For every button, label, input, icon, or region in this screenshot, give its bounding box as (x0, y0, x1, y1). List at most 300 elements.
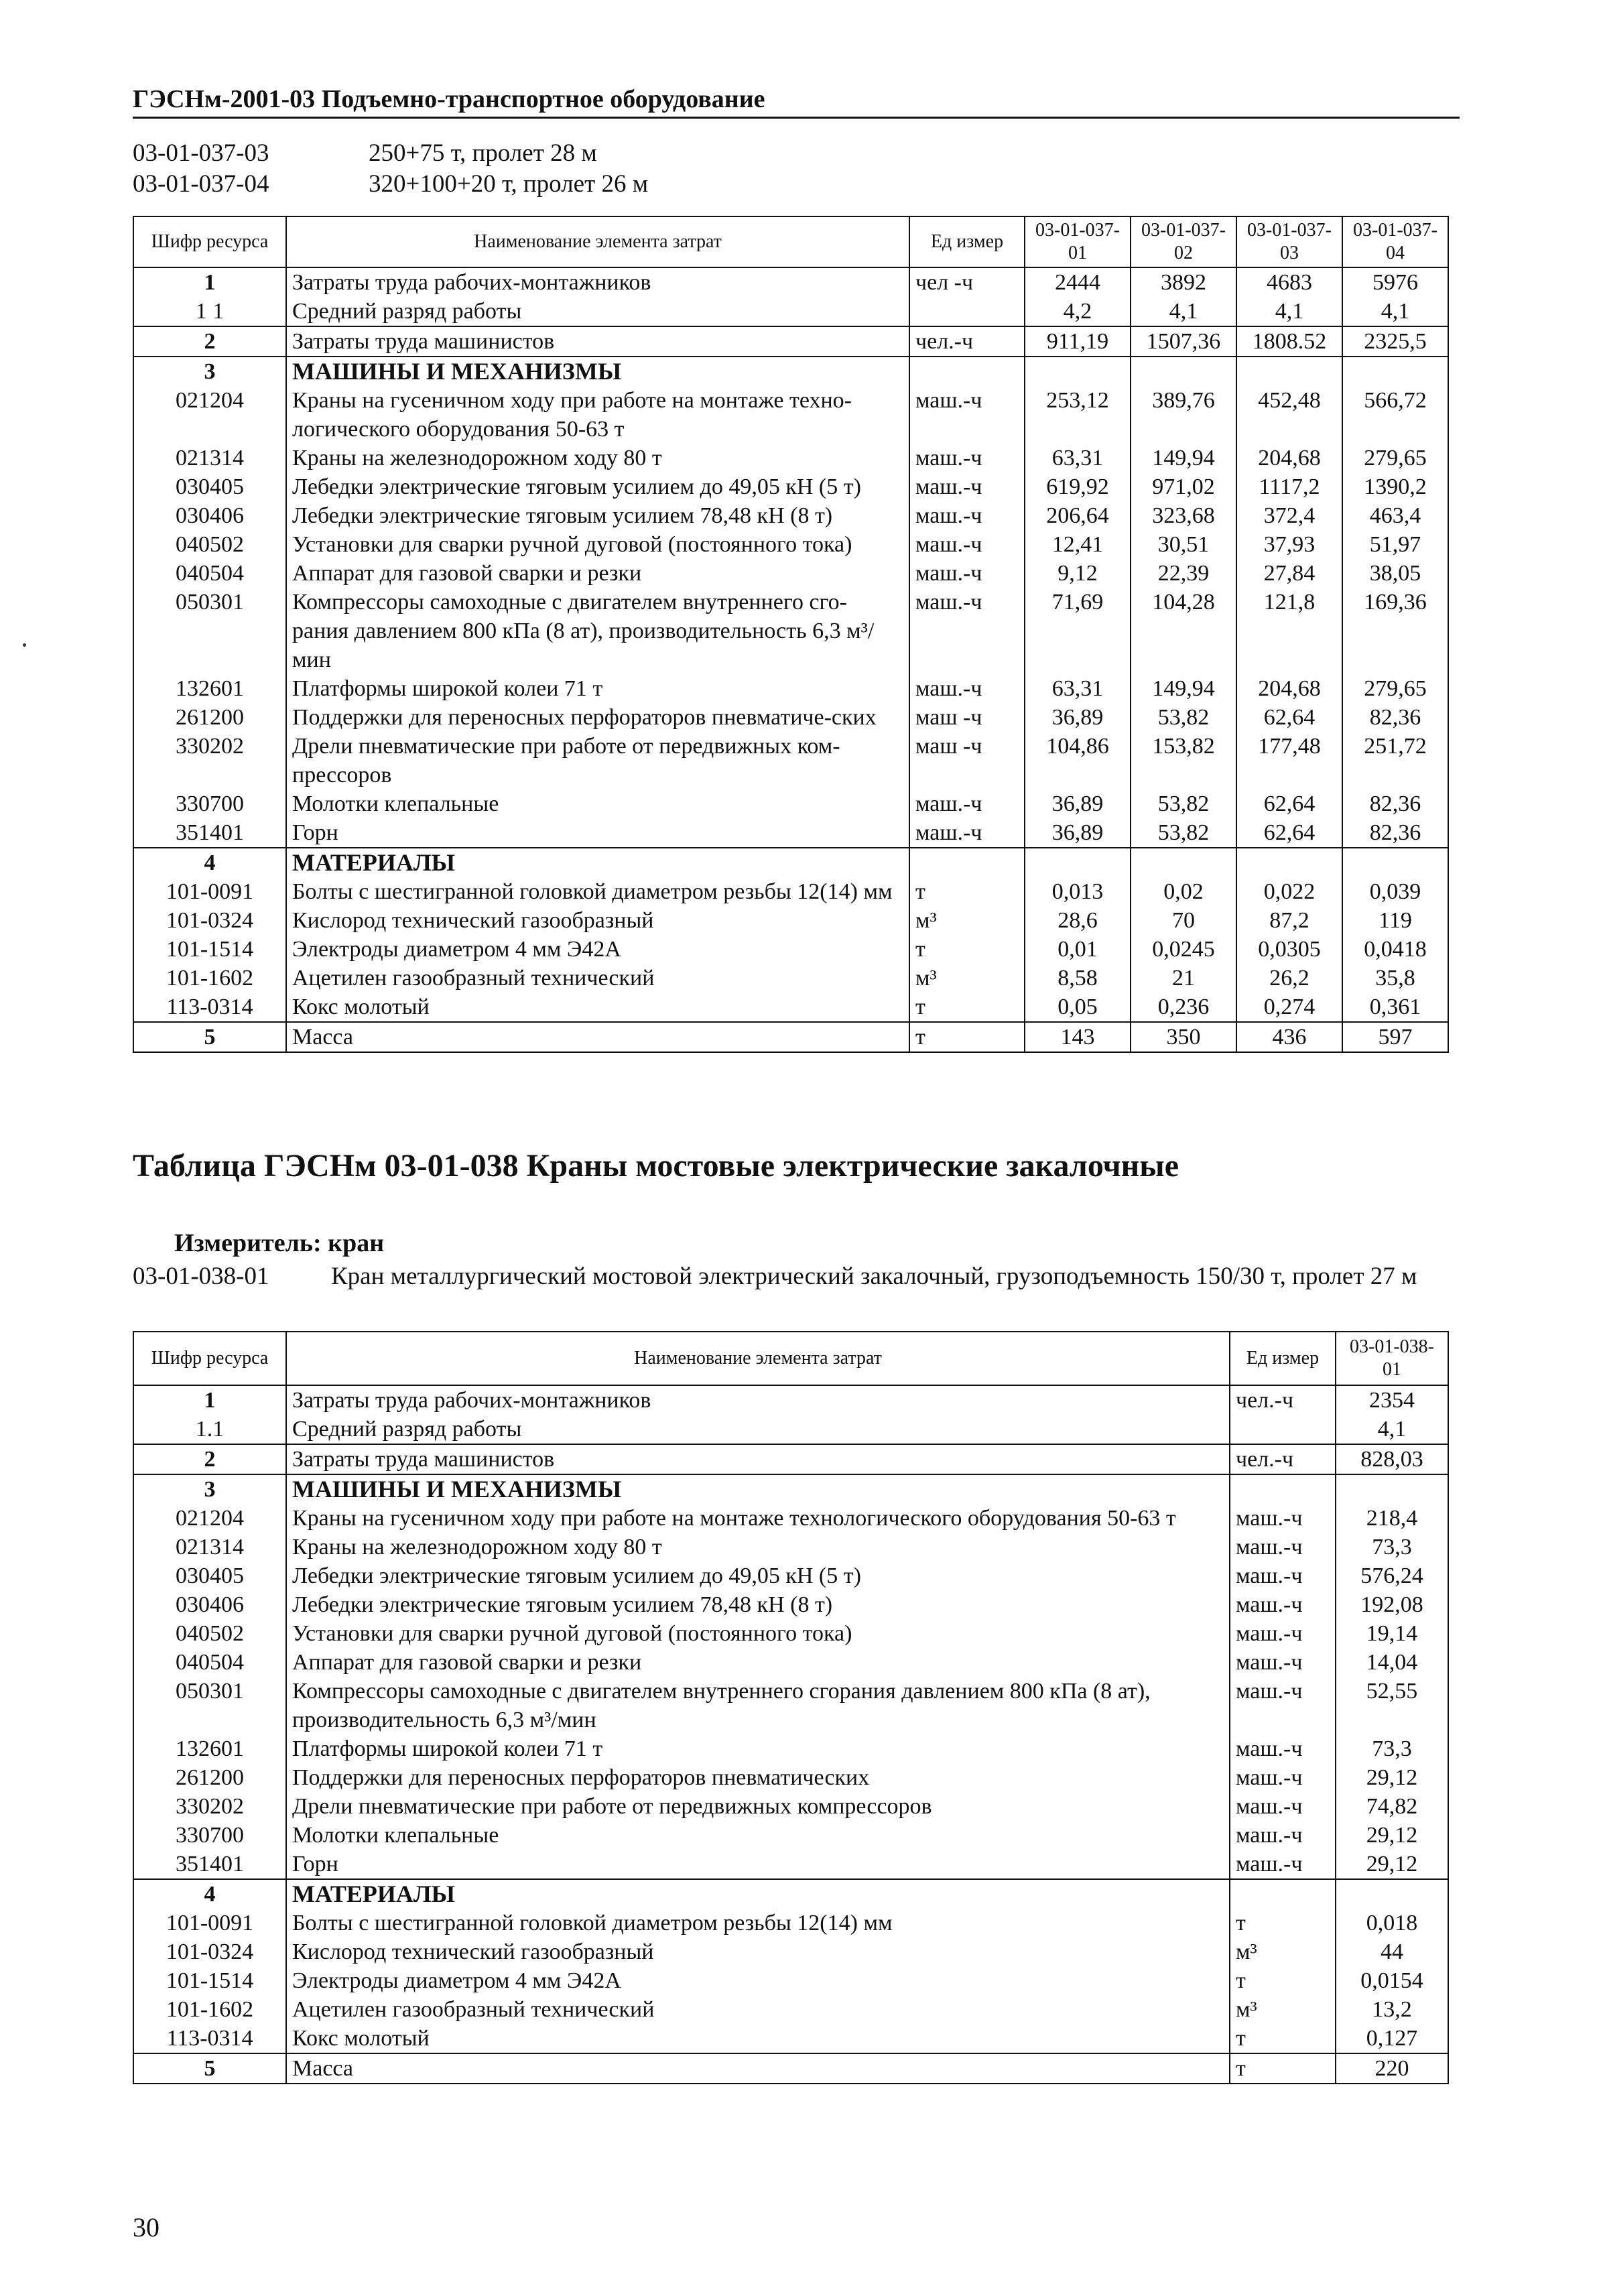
resource-value: 149,94 (1131, 674, 1236, 703)
resource-table-038 (133, 1331, 1449, 2084)
resource-value: 52,55 (1336, 1677, 1448, 1734)
resource-unit: маш.-ч (909, 789, 1025, 818)
resource-unit: маш.-ч (909, 472, 1025, 501)
resource-unit: маш.-ч (1230, 1821, 1336, 1850)
resource-unit: маш.-ч (909, 674, 1025, 703)
variant-row (133, 138, 648, 169)
resource-code: 101-0091 (133, 1909, 286, 1937)
resource-value: 36,89 (1025, 818, 1131, 848)
resource-value (1236, 357, 1342, 386)
table-header-row (133, 216, 1448, 267)
resource-code: 351401 (133, 1850, 286, 1879)
resource-value: 149,94 (1131, 444, 1236, 472)
resource-value: 30,51 (1131, 530, 1236, 559)
resource-value: 87,2 (1236, 906, 1342, 935)
table-row (133, 674, 1448, 703)
resource-name: Кислород технический газообразный (286, 906, 909, 935)
header-col-3: 03-01-037-03 (1236, 216, 1342, 267)
resource-value (1336, 1474, 1448, 1504)
table-row (133, 1561, 1448, 1590)
resource-value: 1390,2 (1342, 472, 1448, 501)
variant-code: 03-01-037-04 (133, 170, 269, 198)
table-row (133, 1909, 1448, 1937)
resource-value: 4683 (1236, 267, 1342, 297)
resource-code: 101-0324 (133, 906, 286, 935)
resource-unit: чел.-ч (909, 326, 1025, 357)
resource-value: 27,84 (1236, 559, 1342, 588)
resource-value: 82,36 (1342, 703, 1448, 732)
resource-name: Горн (286, 818, 909, 848)
table-row (133, 326, 1448, 357)
resource-name: Затраты труда рабочих-монтажников (286, 267, 909, 297)
resource-code: 1 1 (133, 297, 286, 326)
resource-value: 62,64 (1236, 703, 1342, 732)
resource-code: 2 (133, 1444, 286, 1474)
resource-unit: м³ (1230, 1937, 1336, 1966)
resource-unit: т (909, 1022, 1025, 1052)
header-col-4: 03-01-037-04 (1342, 216, 1448, 267)
resource-value: 204,68 (1236, 674, 1342, 703)
header-code: Шифр ресурса (133, 216, 286, 267)
resource-code: 050301 (133, 1677, 286, 1734)
resource-unit: маш.-ч (1230, 1504, 1336, 1533)
resource-value: 44 (1336, 1937, 1448, 1966)
resource-code: 3 (133, 1474, 286, 1504)
resource-value: 0,018 (1336, 1909, 1448, 1937)
resource-value: 29,12 (1336, 1763, 1448, 1792)
resource-value: 971,02 (1131, 472, 1236, 501)
resource-unit: маш.-ч (1230, 1677, 1336, 1734)
resource-name: Аппарат для газовой сварки и резки (286, 559, 909, 588)
resource-name: Масса (286, 1022, 909, 1052)
resource-unit: чел.-ч (1230, 1385, 1336, 1415)
table-row (133, 1415, 1448, 1444)
resource-value: 71,69 (1025, 588, 1131, 674)
table-row (133, 1937, 1448, 1966)
resource-value: 0,01 (1025, 935, 1131, 964)
resource-code: 101-0324 (133, 1937, 286, 1966)
resource-value: 350 (1131, 1022, 1236, 1052)
header-col-1: 03-01-038-01 (1336, 1332, 1448, 1385)
resource-value: 251,72 (1342, 732, 1448, 789)
page-header: ГЭСНм-2001-03 Подъемно-транспортное оборудование (133, 84, 1460, 119)
resource-value (1131, 357, 1236, 386)
header-unit: Ед измер (909, 216, 1025, 267)
resource-code: 2 (133, 326, 286, 357)
resource-value: 28,6 (1025, 906, 1131, 935)
resource-unit (909, 357, 1025, 386)
table-row (133, 789, 1448, 818)
resource-unit: маш.-ч (1230, 1561, 1336, 1590)
table-row (133, 1677, 1448, 1734)
resource-value: 53,82 (1131, 818, 1236, 848)
resource-code: 040502 (133, 530, 286, 559)
resource-value: 8,58 (1025, 964, 1131, 993)
resource-code: 1.1 (133, 1415, 286, 1444)
resource-name: Краны на гусеничном ходу при работе на монтаже техно-логического оборудования 50-63 т (286, 386, 909, 444)
resource-name: Электроды диаметром 4 мм Э42А (286, 935, 909, 964)
table-row (133, 386, 1448, 444)
resource-name: МАШИНЫ И МЕХАНИЗМЫ (286, 357, 909, 386)
resource-value: 104,86 (1025, 732, 1131, 789)
resource-value: 29,12 (1336, 1821, 1448, 1850)
resource-name: Дрели пневматические при работе от передвижных ком-прессоров (286, 732, 909, 789)
resource-unit (1230, 1415, 1336, 1444)
resource-value: 4,1 (1236, 297, 1342, 326)
resource-code: 021314 (133, 1533, 286, 1561)
resource-value (1336, 1879, 1448, 1909)
resource-value: 279,65 (1342, 444, 1448, 472)
table-row (133, 703, 1448, 732)
variant-text: 320+100+20 т, пролет 26 м (369, 170, 649, 198)
resource-unit: маш.-ч (1230, 1763, 1336, 1792)
resource-value: 82,36 (1342, 818, 1448, 848)
resource-code: 021204 (133, 386, 286, 444)
resource-code: 101-1602 (133, 1995, 286, 2024)
table-row (133, 1995, 1448, 2024)
table-row (133, 1385, 1448, 1415)
resource-value: 0,05 (1025, 993, 1131, 1022)
table-row (133, 1022, 1448, 1052)
resource-value: 3892 (1131, 267, 1236, 297)
variant-list (133, 138, 648, 200)
resource-value: 74,82 (1336, 1792, 1448, 1821)
resource-value: 26,2 (1236, 964, 1342, 993)
resource-value: 121,8 (1236, 588, 1342, 674)
resource-unit: т (1230, 1966, 1336, 1995)
resource-name: Лебедки электрические тяговым усилием 78,48 кН (8 т) (286, 1590, 1230, 1619)
resource-value: 206,64 (1025, 501, 1131, 530)
resource-value: 463,4 (1342, 501, 1448, 530)
resource-value: 35,8 (1342, 964, 1448, 993)
resource-value: 22,39 (1131, 559, 1236, 588)
resource-value: 62,64 (1236, 789, 1342, 818)
header-name: Наименование элемента затрат (286, 1332, 1230, 1385)
table-row (133, 501, 1448, 530)
resource-value: 12,41 (1025, 530, 1131, 559)
resource-name: Лебедки электрические тяговым усилием до 49,05 кН (5 т) (286, 1561, 1230, 1590)
resource-value: 5976 (1342, 267, 1448, 297)
resource-value (1025, 357, 1131, 386)
resource-table-037 (133, 216, 1449, 1053)
resource-value: 566,72 (1342, 386, 1448, 444)
resource-value (1236, 848, 1342, 877)
page-number: 30 (133, 2212, 159, 2242)
resource-code: 030406 (133, 1590, 286, 1619)
resource-name: Аппарат для газовой сварки и резки (286, 1648, 1230, 1677)
resource-unit (909, 848, 1025, 877)
resource-value: 192,08 (1336, 1590, 1448, 1619)
table-row (133, 530, 1448, 559)
resource-name: Поддержки для переносных перфораторов пневматиче-ских (286, 703, 909, 732)
resource-unit (1230, 1474, 1336, 1504)
table-row (133, 1850, 1448, 1879)
resource-value: 204,68 (1236, 444, 1342, 472)
resource-code: 4 (133, 848, 286, 877)
resource-value: 2325,5 (1342, 326, 1448, 357)
resource-value: 63,31 (1025, 674, 1131, 703)
table-row (133, 2053, 1448, 2084)
resource-name: Молотки клепальные (286, 789, 909, 818)
item-description (133, 1261, 1466, 1292)
resource-value: 4,2 (1025, 297, 1131, 326)
table-row (133, 1648, 1448, 1677)
resource-code: 040504 (133, 559, 286, 588)
header-col-1: 03-01-037-01 (1025, 216, 1131, 267)
resource-value (1342, 848, 1448, 877)
resource-value: 62,64 (1236, 818, 1342, 848)
resource-code: 040502 (133, 1619, 286, 1648)
resource-value: 218,4 (1336, 1504, 1448, 1533)
resource-name: Затраты труда машинистов (286, 1444, 1230, 1474)
resource-value: 36,89 (1025, 703, 1131, 732)
table-row (133, 472, 1448, 501)
resource-unit: маш.-ч (909, 818, 1025, 848)
resource-value: 0,274 (1236, 993, 1342, 1022)
table-row (133, 1966, 1448, 1995)
table-row (133, 1821, 1448, 1850)
resource-value: 19,14 (1336, 1619, 1448, 1648)
resource-code: 101-0091 (133, 877, 286, 906)
resource-code: 5 (133, 2053, 286, 2084)
resource-unit: маш.-ч (909, 559, 1025, 588)
resource-code: 021314 (133, 444, 286, 472)
table-row (133, 1590, 1448, 1619)
resource-code: 5 (133, 1022, 286, 1052)
resource-value: 63,31 (1025, 444, 1131, 472)
resource-code: 330700 (133, 1821, 286, 1850)
resource-value (1342, 357, 1448, 386)
table-row (133, 2024, 1448, 2053)
resource-value: 9,12 (1025, 559, 1131, 588)
table-row (133, 935, 1448, 964)
resource-name: Кислород технический газообразный (286, 1937, 1230, 1966)
resource-value: 4,1 (1336, 1415, 1448, 1444)
resource-code: 351401 (133, 818, 286, 848)
resource-value: 1117,2 (1236, 472, 1342, 501)
resource-code: 3 (133, 357, 286, 386)
resource-unit: чел.-ч (1230, 1444, 1336, 1474)
resource-name: Средний разряд работы (286, 297, 909, 326)
resource-name: Установки для сварки ручной дуговой (постоянного тока) (286, 1619, 1230, 1648)
resource-unit: маш.-ч (909, 530, 1025, 559)
resource-value: 279,65 (1342, 674, 1448, 703)
resource-name: Затраты труда машинистов (286, 326, 909, 357)
resource-code: 330202 (133, 732, 286, 789)
resource-value: 619,92 (1025, 472, 1131, 501)
table-row (133, 444, 1448, 472)
header-name: Наименование элемента затрат (286, 216, 909, 267)
table-row (133, 1792, 1448, 1821)
measure-unit: Измеритель: кран (174, 1229, 385, 1257)
resource-unit: маш.-ч (1230, 1619, 1336, 1648)
resource-name: Горн (286, 1850, 1230, 1879)
resource-value: 169,36 (1342, 588, 1448, 674)
resource-name: Компрессоры самоходные с двигателем внутреннего сгорания давлением 800 кПа (8 ат), производительность 6,3 м³/мин (286, 1677, 1230, 1734)
resource-value (1131, 848, 1236, 877)
resource-unit (909, 297, 1025, 326)
resource-name: МАТЕРИАЛЫ (286, 848, 909, 877)
resource-value: 177,48 (1236, 732, 1342, 789)
resource-value: 372,4 (1236, 501, 1342, 530)
resource-value: 0,013 (1025, 877, 1131, 906)
table-row (133, 906, 1448, 935)
resource-value: 21 (1131, 964, 1236, 993)
resource-value: 389,76 (1131, 386, 1236, 444)
header-unit: Ед измер (1230, 1332, 1336, 1385)
resource-unit: маш -ч (909, 703, 1025, 732)
table-row (133, 1533, 1448, 1561)
resource-code: 330202 (133, 1792, 286, 1821)
resource-value: 0,361 (1342, 993, 1448, 1022)
resource-value: 0,0154 (1336, 1966, 1448, 1995)
resource-code: 050301 (133, 588, 286, 674)
table-row (133, 1619, 1448, 1648)
resource-code: 030406 (133, 501, 286, 530)
resource-value: 0,236 (1131, 993, 1236, 1022)
resource-code: 113-0314 (133, 2024, 286, 2053)
resource-value: 4,1 (1131, 297, 1236, 326)
resource-code: 040504 (133, 1648, 286, 1677)
resource-unit: маш.-ч (909, 444, 1025, 472)
table-row (133, 357, 1448, 386)
resource-code: 1 (133, 1385, 286, 1415)
variant-row (133, 169, 648, 200)
resource-code: 4 (133, 1879, 286, 1909)
resource-value: 911,19 (1025, 326, 1131, 357)
resource-value: 0,022 (1236, 877, 1342, 906)
resource-name: МАШИНЫ И МЕХАНИЗМЫ (286, 1474, 1230, 1504)
table-row (133, 297, 1448, 326)
resource-name: Масса (286, 2053, 1230, 2084)
table-row (133, 588, 1448, 674)
resource-name: Установки для сварки ручной дуговой (постоянного тока) (286, 530, 909, 559)
table-row (133, 1734, 1448, 1763)
resource-code: 101-1514 (133, 1966, 286, 1995)
resource-value: 4,1 (1342, 297, 1448, 326)
resource-value: 436 (1236, 1022, 1342, 1052)
resource-unit: т (1230, 2053, 1336, 2084)
scan-speck (23, 643, 26, 647)
resource-value: 119 (1342, 906, 1448, 935)
variant-text: 250+75 т, пролет 28 м (369, 139, 597, 167)
resource-value: 323,68 (1131, 501, 1236, 530)
header-code: Шифр ресурса (133, 1332, 286, 1385)
resource-code: 101-1514 (133, 935, 286, 964)
resource-value: 70 (1131, 906, 1236, 935)
item-code: 03-01-038-01 (133, 1263, 269, 1290)
resource-unit: т (909, 993, 1025, 1022)
resource-value: 253,12 (1025, 386, 1131, 444)
resource-value: 1808.52 (1236, 326, 1342, 357)
resource-value: 597 (1342, 1022, 1448, 1052)
resource-value: 29,12 (1336, 1850, 1448, 1879)
resource-name: Краны на железнодорожном ходу 80 т (286, 444, 909, 472)
resource-unit: маш.-ч (1230, 1734, 1336, 1763)
table-row (133, 818, 1448, 848)
resource-unit: т (1230, 1909, 1336, 1937)
table-row (133, 1879, 1448, 1909)
resource-name: Молотки клепальные (286, 1821, 1230, 1850)
table-header-row (133, 1332, 1448, 1385)
resource-unit: т (909, 877, 1025, 906)
resource-name: Лебедки электрические тяговым усилием 78,48 кН (8 т) (286, 501, 909, 530)
resource-name: Лебедки электрические тяговым усилием до 49,05 кН (5 т) (286, 472, 909, 501)
table-row (133, 848, 1448, 877)
resource-name: Электроды диаметром 4 мм Э42А (286, 1966, 1230, 1995)
resource-unit: маш.-ч (909, 501, 1025, 530)
resource-unit: чел -ч (909, 267, 1025, 297)
resource-name: Поддержки для переносных перфораторов пневматических (286, 1763, 1230, 1792)
resource-unit: м³ (909, 964, 1025, 993)
resource-unit: маш -ч (909, 732, 1025, 789)
resource-name: Платформы широкой колеи 71 т (286, 1734, 1230, 1763)
resource-value: 73,3 (1336, 1533, 1448, 1561)
resource-unit (1230, 1879, 1336, 1909)
table-row (133, 1504, 1448, 1533)
resource-name: Болты с шестигранной головкой диаметром резьбы 12(14) мм (286, 1909, 1230, 1937)
header-col-2: 03-01-037-02 (1131, 216, 1236, 267)
resource-code: 113-0314 (133, 993, 286, 1022)
resource-value: 0,02 (1131, 877, 1236, 906)
resource-value: 104,28 (1131, 588, 1236, 674)
resource-value: 0,127 (1336, 2024, 1448, 2053)
resource-value: 0,039 (1342, 877, 1448, 906)
table-row (133, 964, 1448, 993)
resource-name: Кокс молотый (286, 993, 909, 1022)
resource-value: 14,04 (1336, 1648, 1448, 1677)
resource-unit: маш.-ч (909, 386, 1025, 444)
resource-unit: м³ (909, 906, 1025, 935)
table-row (133, 993, 1448, 1022)
resource-value: 2354 (1336, 1385, 1448, 1415)
resource-name: МАТЕРИАЛЫ (286, 1879, 1230, 1909)
item-text: Кран металлургический мостовой электрический закалочный, грузоподъемность 150/30 т, пролет 27 м (331, 1263, 1417, 1290)
resource-name: Платформы широкой колеи 71 т (286, 674, 909, 703)
resource-name: Кокс молотый (286, 2024, 1230, 2053)
resource-name: Ацетилен газообразный технический (286, 1995, 1230, 2024)
resource-unit: маш.-ч (1230, 1850, 1336, 1879)
resource-unit: маш.-ч (909, 588, 1025, 674)
resource-value: 1507,36 (1131, 326, 1236, 357)
resource-name: Затраты труда рабочих-монтажников (286, 1385, 1230, 1415)
table-row (133, 1763, 1448, 1792)
resource-value: 82,36 (1342, 789, 1448, 818)
resource-value: 53,82 (1131, 789, 1236, 818)
resource-unit: маш.-ч (1230, 1648, 1336, 1677)
resource-unit: маш.-ч (1230, 1533, 1336, 1561)
resource-value: 51,97 (1342, 530, 1448, 559)
table-row (133, 877, 1448, 906)
resource-value: 220 (1336, 2053, 1448, 2084)
resource-code: 132601 (133, 674, 286, 703)
table-row (133, 267, 1448, 297)
resource-name: Краны на железнодорожном ходу 80 т (286, 1533, 1230, 1561)
resource-value: 576,24 (1336, 1561, 1448, 1590)
resource-value: 0,0418 (1342, 935, 1448, 964)
table-row (133, 732, 1448, 789)
resource-value: 153,82 (1131, 732, 1236, 789)
resource-code: 261200 (133, 703, 286, 732)
resource-name: Болты с шестигранной головкой диаметром резьбы 12(14) мм (286, 877, 909, 906)
table-title: Таблица ГЭСНм 03-01-038 Краны мостовые электрические закалочные (133, 1148, 1179, 1184)
resource-name: Средний разряд работы (286, 1415, 1230, 1444)
resource-code: 1 (133, 267, 286, 297)
resource-value: 828,03 (1336, 1444, 1448, 1474)
table-row (133, 1444, 1448, 1474)
resource-unit: маш.-ч (1230, 1792, 1336, 1821)
resource-value: 2444 (1025, 267, 1131, 297)
